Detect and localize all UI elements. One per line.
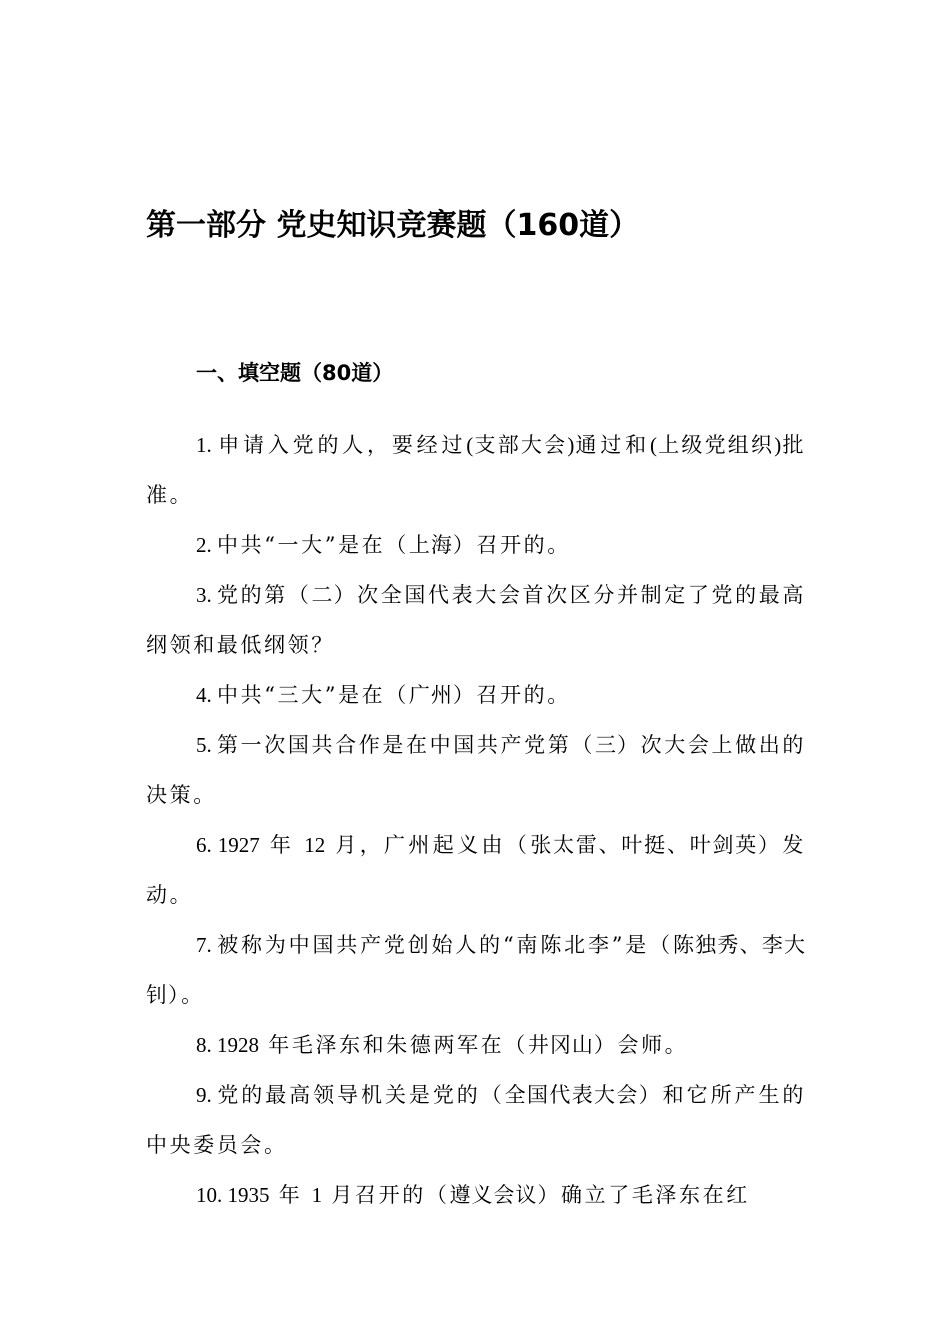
- question-text: 中共“三大”是在（: [217, 683, 409, 707]
- question-text: ）和它所产生的中央委员会。: [146, 1083, 806, 1157]
- question-text: 第一次国共合作是在中国共产党第（: [217, 733, 595, 757]
- question-item: [146, 1070, 806, 1170]
- answer-text: 张太雷、叶挺、叶剑英: [530, 833, 759, 857]
- question-text: 批准。: [146, 433, 807, 507]
- question-text: 年: [269, 1183, 312, 1207]
- question-text: 年: [259, 833, 305, 857]
- answer-text: 支部大会: [473, 433, 568, 457]
- question-item: [146, 670, 806, 720]
- question-text: ）发动。: [146, 833, 807, 907]
- question-number: 2.: [196, 533, 217, 557]
- answer-text: 井冈山: [527, 1033, 594, 1057]
- question-item: [146, 1170, 806, 1220]
- question-text: ): [774, 433, 782, 457]
- question-item: [146, 920, 806, 1020]
- answer-text: 遵义会议: [449, 1183, 538, 1207]
- question-text: 1935: [227, 1183, 270, 1207]
- question-item: [146, 420, 806, 520]
- answer-text: 三: [595, 733, 618, 757]
- question-number: 7.: [196, 933, 218, 957]
- question-number: 8.: [196, 1033, 217, 1057]
- question-item: [146, 720, 806, 820]
- page-title: 第一部分 党史知识竞赛题（160道）: [146, 208, 640, 243]
- question-text: 党的最高领导机关是党的（: [217, 1083, 505, 1107]
- question-text: ）召开的。: [452, 683, 571, 707]
- question-text: ）确立了毛泽东在红: [537, 1183, 750, 1207]
- question-number: 9.: [196, 1083, 218, 1107]
- question-number: 5.: [196, 733, 218, 757]
- question-text: 中共“一大”是在（: [217, 533, 409, 557]
- question-text: 党的第（: [217, 583, 312, 607]
- question-text: ）会师。: [593, 1033, 689, 1057]
- question-text: 年毛泽东和朱德两军在（: [259, 1033, 528, 1057]
- question-text: 月召开的（: [322, 1183, 450, 1207]
- answer-text: 陈独秀、李大钊: [146, 933, 806, 1007]
- question-text: 月，广州起义由（: [325, 833, 531, 857]
- question-text: 1928: [217, 1033, 259, 1057]
- question-text: ）次大会上做出的决策。: [146, 733, 806, 807]
- section-heading: 一、填空题（80道）: [196, 361, 394, 385]
- question-text: 申请入党的人，要经过: [218, 433, 467, 457]
- question-item: [146, 520, 806, 570]
- question-number: 4.: [196, 683, 217, 707]
- question-number: 6.: [196, 833, 218, 857]
- question-number: 10.: [196, 1183, 228, 1207]
- question-item: [146, 1020, 806, 1070]
- answer-text: 上级党组织: [656, 433, 775, 457]
- answer-text: 全国代表大会: [504, 1083, 639, 1107]
- question-number: 1.: [196, 433, 219, 457]
- question-text: 1927: [217, 833, 260, 857]
- question-number: 3.: [196, 583, 218, 607]
- question-text: ）。: [168, 983, 205, 1007]
- question-text: 12: [304, 833, 326, 857]
- question-list: [146, 420, 806, 1220]
- question-text: ): [567, 433, 575, 457]
- question-item: [146, 570, 806, 670]
- question-text: 1: [311, 1183, 323, 1207]
- answer-text: 二: [311, 583, 334, 607]
- answer-text: 广州: [408, 683, 453, 707]
- question-text: (: [466, 433, 474, 457]
- question-text: (: [649, 433, 657, 457]
- question-text: 通过和: [574, 433, 650, 457]
- question-item: [146, 820, 806, 920]
- question-text: 被称为中国共产党创始人的“南陈北李”是（: [217, 933, 673, 957]
- question-text: ）召开的。: [452, 533, 571, 557]
- question-text: ）次全国代表大会首次区分并制定了党的最高纲领和最低纲领？: [146, 583, 807, 657]
- answer-text: 上海: [408, 533, 453, 557]
